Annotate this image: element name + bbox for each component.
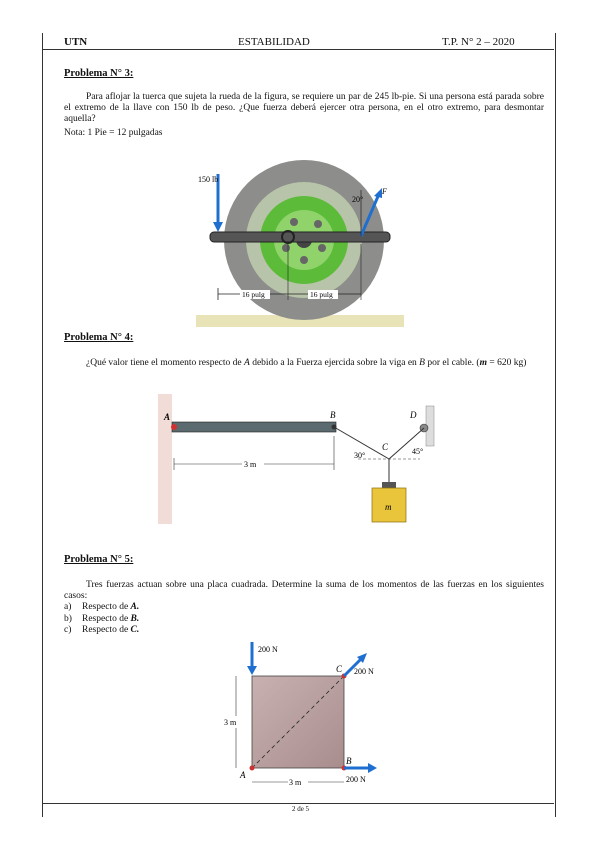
angle-30: 30° — [354, 451, 366, 460]
problem5-title: Problema N° 5: — [64, 554, 134, 565]
angle-45: 45° — [412, 447, 424, 456]
problem3-title: Problema N° 3: — [64, 68, 134, 79]
bolt — [314, 220, 322, 228]
problem3-text-body: Para aflojar la tuerca que sujeta la rueda de la figura, se requiere un par de 245 lb-pie. Si una persona está parada sobre el extremo de la llave con 150 lb de peso. ¿Que fuerza deberá ejercer otra persona, en el otro extremo, para desmontar aquella? — [64, 92, 544, 124]
header-center: ESTABILIDAD — [238, 36, 310, 48]
page-header — [42, 33, 554, 50]
plate-figure — [212, 640, 392, 800]
b-force-label: 200 N — [346, 775, 366, 784]
wheel-figure — [196, 160, 404, 330]
problem5-list — [64, 602, 139, 637]
top-force-arrowhead — [247, 666, 257, 675]
page-number: 2 de 5 — [291, 805, 310, 813]
list-item: c) Respecto de C. — [64, 625, 140, 635]
dim-3m-label: 3 m — [244, 460, 257, 469]
pin-a — [171, 424, 177, 430]
list-item: b) Respecto de B. — [64, 613, 140, 624]
force-label: F — [382, 187, 387, 196]
label-d: D — [410, 410, 417, 420]
header-right: T.P. N° 2 – 2020 — [442, 36, 515, 48]
dim-left-label: 16 pulg — [242, 290, 265, 299]
label-b: B — [330, 410, 336, 420]
dim-bottom-label: 3 m — [289, 778, 302, 787]
mass-label: m — [385, 502, 392, 512]
top-force-label: 200 N — [258, 645, 278, 654]
label-b: B — [346, 756, 352, 766]
problem4-text: ¿Qué valor tiene el momento respecto de A debido a la Fuerza ejercida sobre la viga en B por el cable. (m = 620 kg) — [86, 358, 527, 368]
b-force-arrowhead — [368, 763, 377, 773]
problem3-text — [64, 92, 544, 125]
bolt — [300, 256, 308, 264]
angle-label: 20° — [352, 195, 364, 204]
dim-side-label: 3 m — [224, 718, 237, 727]
problem3-note: Nota: 1 Pie = 12 pulgadas — [64, 128, 163, 138]
label-c: C — [336, 664, 343, 674]
problem5-text: Tres fuerzas actuan sobre una placa cuadrada. Determine la suma de los momentos de las fuerzas en los siguientes casos: — [64, 580, 544, 601]
bolt — [290, 218, 298, 226]
bolt — [282, 244, 290, 252]
label-c: C — [382, 442, 389, 452]
load-arrowhead — [213, 222, 223, 232]
label-a: A — [240, 770, 246, 780]
header-left: UTN — [64, 36, 88, 48]
list-item: a) Respecto de A. — [64, 602, 140, 612]
bolt — [318, 244, 326, 252]
beam — [172, 422, 336, 432]
point-a — [250, 766, 255, 771]
footer-line — [42, 803, 554, 804]
force-arrowhead — [374, 188, 382, 198]
problem4-title: Problema N° 4: — [64, 332, 134, 343]
c-force-label: 200 N — [354, 667, 374, 676]
beam-figure — [158, 392, 443, 530]
label-a: A — [164, 412, 171, 422]
dim-right-label: 16 pulg — [310, 290, 333, 299]
load-label: 150 lb — [198, 175, 219, 184]
